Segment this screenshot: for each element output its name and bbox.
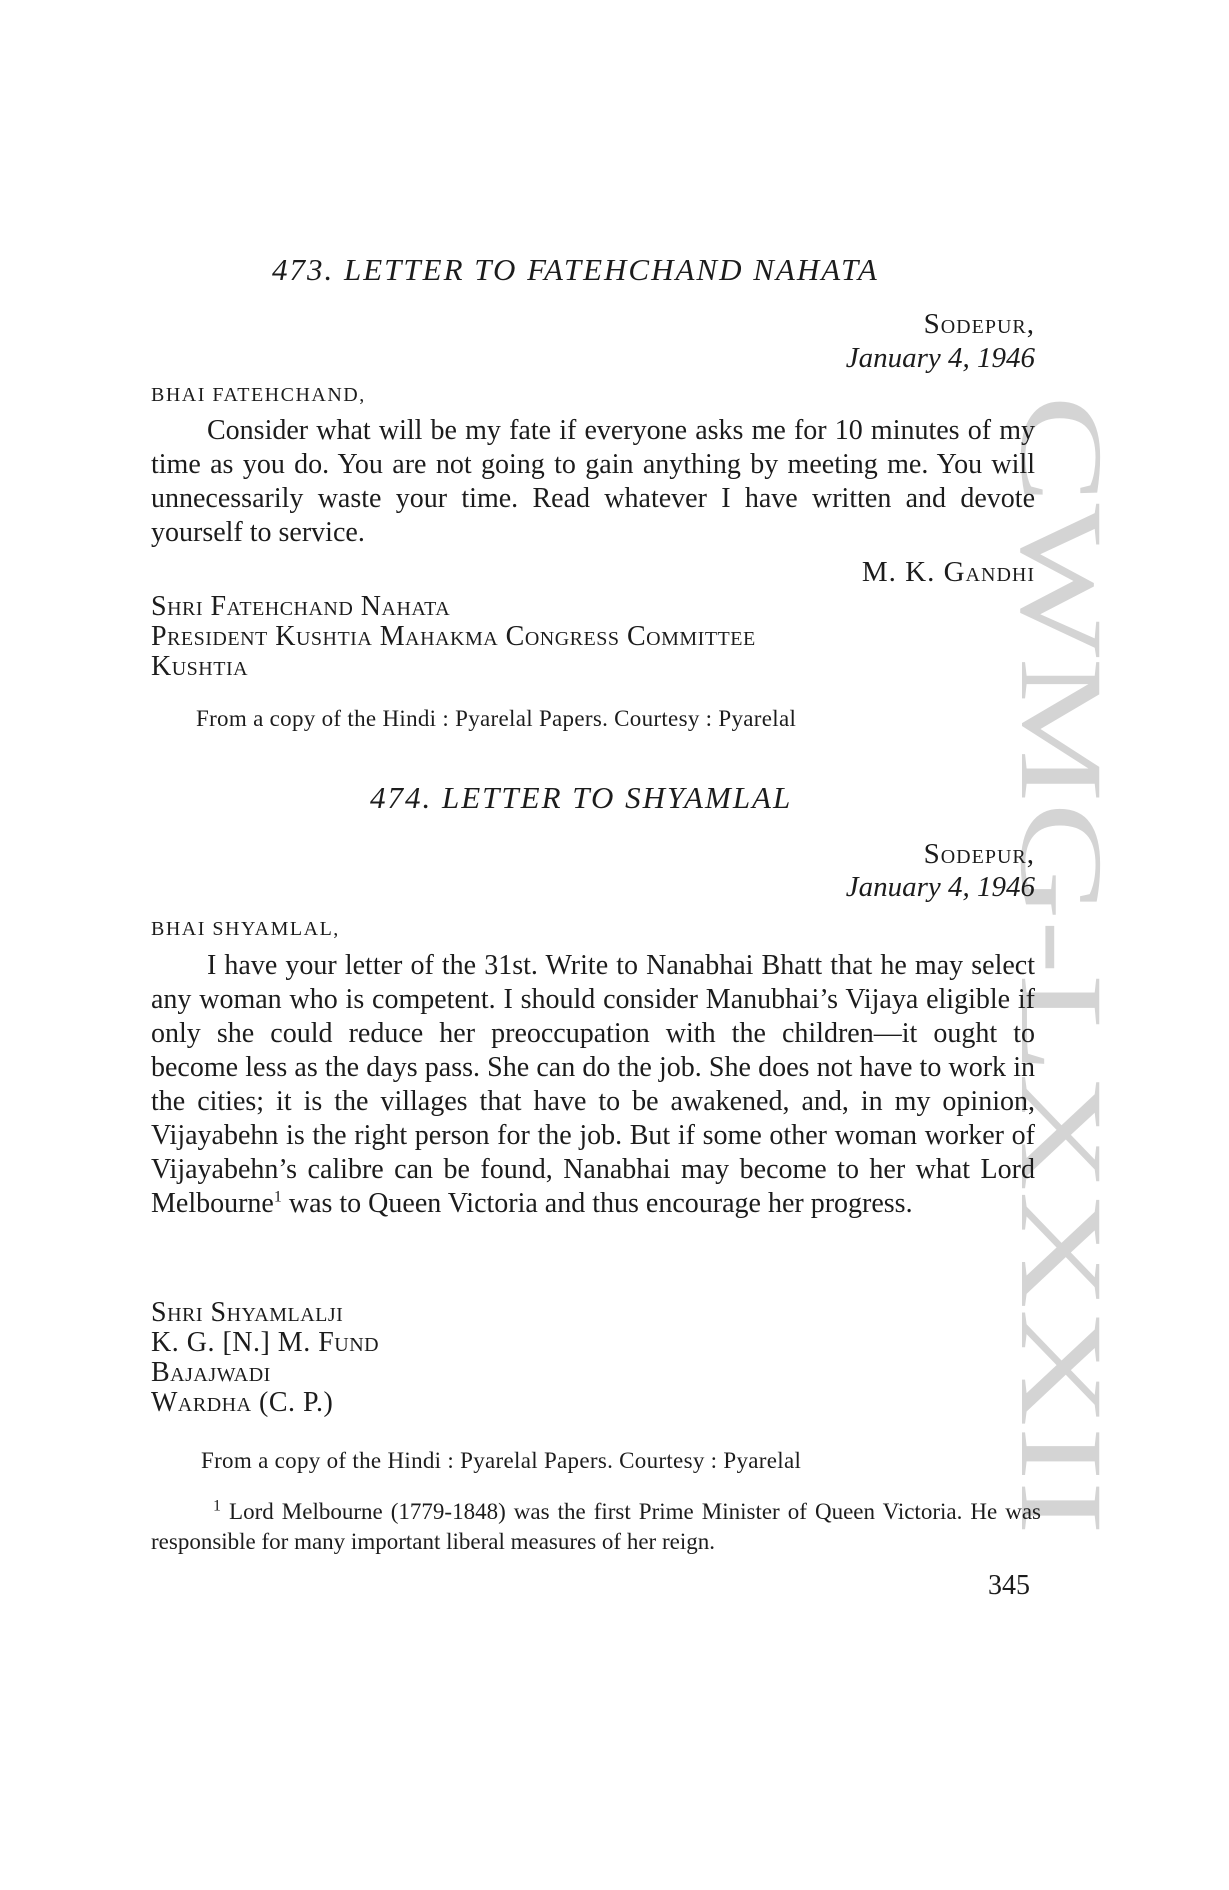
recipient-address [151,592,756,682]
letter-place: Sodepur, [923,308,1035,340]
salutation: BHAI FATEHCHAND, [151,384,366,406]
footnote-reference: 1 [273,1188,282,1206]
footnote [151,1497,1041,1557]
address-line: Shri Fatehchand Nahata [151,591,451,622]
address-line: Shri Shyamlalji [151,1297,344,1328]
source-note: From a copy of the Hindi : Pyarelal Papers. Courtesy : Pyarelal [196,706,797,731]
body-text: was to Queen Victoria and thus encourage her progress. [281,1188,913,1219]
body-text: I have your letter of the 31st. Write to Nanabhai Bhatt that he may select any woman who is competent. I should consider Manubhai’s Vijaya eligible if only she could reduce her preoccupation with the children—it ought to become less as the days pass. She can do the job. She does not have to work in the cities; it is the villages that have to be awakened, and, in my opinion, Vijayabehn is the right person for the job. But if some other woman worker of Vijayabehn’s calibre can be found, Nanabhai may become to her what Lord Melbourne [151,950,1035,1219]
letter-body [151,949,1035,1221]
address-line: President Kushtia Mahakma Congress Committee [151,621,756,652]
letter-heading: 474. LETTER TO SHYAMLAL [370,780,793,815]
footnote-text: Lord Melbourne (1779-1848) was the first Prime Minister of Queen Victoria. He was responsible for many important liberal measures of her reign. [151,1499,1041,1554]
footnote-marker: 1 [213,1497,221,1515]
letter-body: Consider what will be my fate if everyone asks me for 10 minutes of my time as you do. You are not going to gain anything by meeting me. You will unnecessarily waste your time. Read whatever I have written and devote yourself to service. [151,415,1035,548]
address-line: Bajajwadi [151,1357,271,1388]
page-number: 345 [988,1570,1030,1601]
letter-date: January 4, 1946 [845,342,1035,374]
recipient-address [151,1298,379,1418]
address-line: Kushtia [151,651,249,682]
salutation: BHAI SHYAMLAL, [151,918,340,940]
source-note: From a copy of the Hindi : Pyarelal Papers. Courtesy : Pyarelal [201,1448,802,1473]
letter-date: January 4, 1946 [845,871,1035,903]
address-line: K. G. [N.] M. Fund [151,1327,380,1358]
letter-place: Sodepur, [923,838,1035,870]
letter-heading: 473. LETTER TO FATEHCHAND NAHATA [272,252,879,287]
address-line: Wardha (C. P.) [151,1387,334,1418]
signature: M. K. Gandhi [861,556,1035,588]
svg-text:CWMG-LXXXII: CWMG-LXXXII [1000,395,1110,1221]
